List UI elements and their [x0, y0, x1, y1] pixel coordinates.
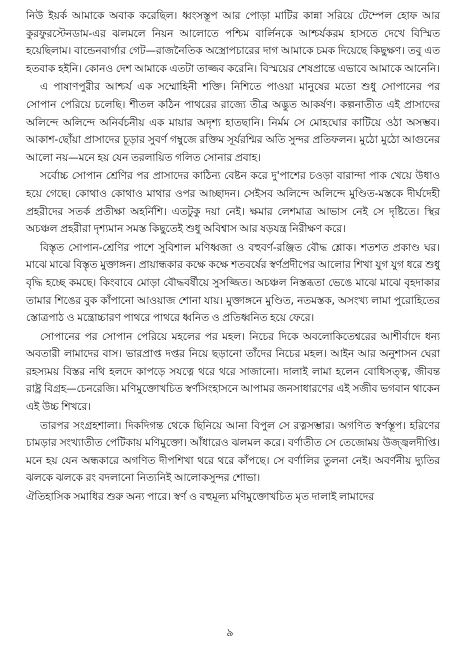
paragraph: তারপর সংগ্রহশালা। দিকদিগন্ত থেকে ছিনিয়ে আনা বিপুল সে রত্নসম্ভার। অগণিত স্বর্ণস্তূপ। হরিণের চামড়ার সংখ্যাতীত পেটিকায় মণিমুক্তো। আঁধারেও ঝলমল করে। বর্ণাতীত সে তেজোময় উজ্জ্বলদীপ্তি। মনে হয় যেন অন্ধকারে অগণিত দীপশিখা থরে থরে কাঁপছে। সে বর্ণালির তুলনা নেই। অবর্ণনীয় দ্যুতির ঝলকে ঝলকে রং বদলানো নিত্যনিই আলোকসুন্দর শোভা।	[26, 419, 440, 485]
paragraph: সোপানের পর সোপান পেরিয়ে মহলের পর মহল। নিচের দিকে অবলোকিতেশ্বরের আশীর্বাদে ধন্য অবতারী লামাদের বাস। ভারপ্রাপ্ত দপ্তর নিয়ে ছড়ানো তাঁদের নিচের মহল। আইন আর অনুশাসন ঘেরা রহস্যময় বিস্তর নথি হলদে কাপড়ে সযত্নে থরে থরে সাজানো। দালাই লামা হলেন বোধিসত্ত্ব, জীবন্ত রাষ্ট্র বিগ্রহ—চেনরেজি। মণিমুক্তোখচিত স্বর্ণসিংহাসনে আপামর জনসাধারণের এই সজীব ভগবান থাকেন এই উচ্চ শিখরে।	[26, 330, 440, 414]
paragraph: এ পাষাণপুরীর আশ্চর্য এক সম্মোহিনী শক্তি। নিশিতে পাওয়া মানুষের মতো শুধু সোপানের পর সোপান পেরিয়ে চলেছি। শীতল কঠিন পাথরের রাজ্যে তীব্র অদ্ভুত আকর্ষণ। কল্পনাতীত এই প্রাসাদের অলিন্দে অলিন্দে অনির্বচনীয় এক মায়ার অদৃশ্য হাতছানি। নির্মম সে মোহঘোর কাটিয়ে ওঠা অসম্ভব। আকাশ-ছোঁয়া প্রাসাদের চূড়ার সুবর্ণ গম্বুজে রক্তিম সূর্যরশ্মির অতি সুন্দর প্রতিফলন। মুঠো মুঠো আগুনের আলো নয়—মনে হয় যেন তরলায়িত গলিত সোনার প্রবাহ।	[26, 81, 440, 164]
body-text	[26, 8, 440, 508]
paragraph: নিউ ইয়র্ক আমাকে অবাক করেছিল। ধ্বংসস্তূপ আর পোড়া মাটির কান্না সরিয়ে টেম্পেল হোফ আর কুরফুরস্টেনডাম-এর ঝলমলে নিয়ন আলোতে পশ্চিম বার্লিনকে আশ্চর্যকরম হাসতে দেখে বিস্মিত হয়েছিলাম। বান্ডেনবার্গার গেট—রাজনৈতিক অস্ত্রোপচারের দাগ আমাকে চমক দিয়েছে কিছুক্ষণ। তবু এত হতবাক হইনি। কোনও দেশ আমাকে এতটা তাজ্জব করেনি। বিস্ময়ের শেষপ্রান্তে এভাবে আমাকে আনেনি।	[26, 10, 440, 75]
paragraph: ঐতিহাসিক সমাধির শুরু অন্য পারে। স্বর্ণ ও বহুমূল্য মণিমুক্তোখচিত মৃত দালাই লামাদের	[26, 491, 375, 504]
paragraph: বিস্তৃত সোপান-শ্রেণির পাশে সুবিশাল মণিধ্বজা ও বহুবর্ণ-রঞ্জিত বৌদ্ধ শ্লোক। শতশত প্রকাণ্ড ঘর। মাঝে মাঝে বিস্তৃত মুক্তাঙ্গন। প্রায়ান্ধকার কক্ষে কক্ষে শতবর্ষের স্বর্ণপ্রদীপের আলোর শিখা যুগ যুগ ধরে শুধু বৃদ্ধি হচ্ছে কমছে। কিংবাবে মোড়া বৌদ্ধবর্ষীয়ে সুসজ্জিত। অচঞ্চল নিস্তব্ধতা ভেঙে মাঝে মাঝে বৃহদাকার তামার শিঙের বুক কাঁপানো আওয়াজ শোনা যায়। মুক্তাঙ্গনে মুণ্ডিত, নতমস্তক, অসংখ্য লামা পুরোহিতের স্তোত্রপাঠ ও মন্ত্রোচ্চারণ পাথরে পাথরে ধ্বনিত ও প্রতিধ্বনিত হয়ে ফেরে।	[26, 241, 440, 325]
paragraph: সর্বোচ্চ সোপান শ্রেণির পর প্রাসাদের কাঠিন্য বেষ্টন করে দু'পাশের চওড়া বারান্দা পাক খেয়ে উধাও হয়ে গেছে। কোথাও কোথাও মাথার ওপর আচ্ছাদন। সেইসব অলিন্দে অলিন্দে মুণ্ডিত-মস্তকে দীর্ঘদেহী প্রহরীদের সতর্ক প্রতীক্ষা অহর্নিশি। এতটুকু দয়া নেই। ক্ষমার লেশমাত্র আভাস নেই সে দৃষ্টিতে। স্থির অচঞ্চল প্রহরীরা দৃশ্যমান সমস্ত কিছুতেই শুধু অবিশ্বাস আর ষড়যন্ত্র নিরীক্ষণ করে।	[26, 170, 440, 236]
page-number: ৯	[226, 626, 234, 639]
